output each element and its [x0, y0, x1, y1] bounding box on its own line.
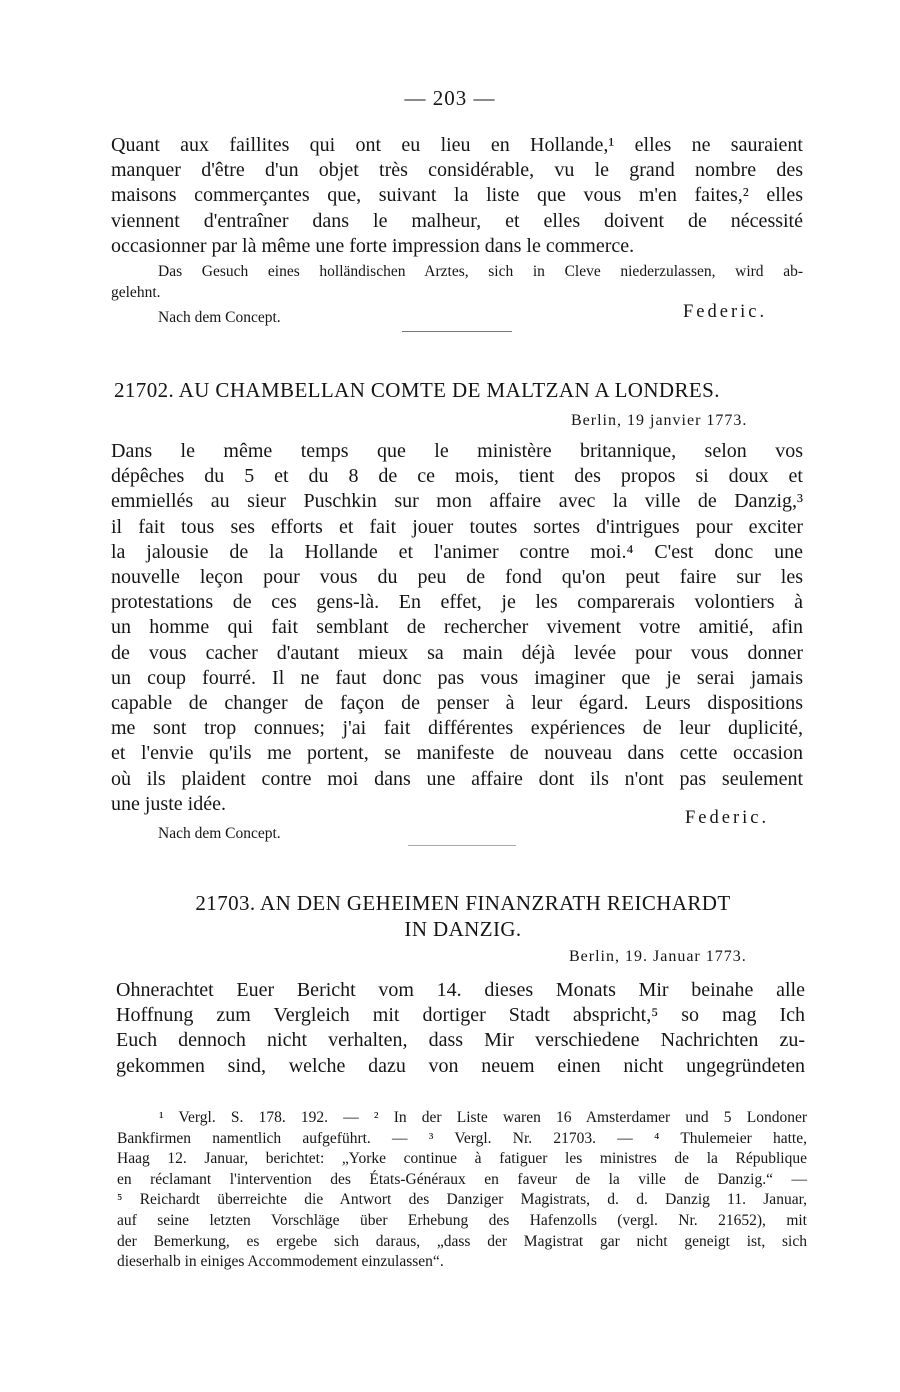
source-note: Nach dem Concept. [158, 309, 281, 326]
footnote-line: ¹ Vergl. S. 178. 192. — ² In der Liste waren 16 Amsterdamer und 5 Londoner [159, 1109, 807, 1126]
letter-heading-continued: IN DANZIG. [404, 917, 522, 941]
text-line: un homme qui fait semblant de rechercher vivement votre amitié, afin [111, 616, 803, 639]
letter-heading: 21703. AN DEN GEHEIMEN FINANZRATH REICHARDT [195, 891, 731, 915]
footnote-line: der Bemerkung, es ergebe sich daraus, „dass der Magistrat gar nicht geneigt ist, sich [117, 1232, 807, 1250]
note-line: gelehnt. [111, 284, 161, 301]
footnote-line: ⁵ Reichardt überreichte die Antwort des Danziger Magistrats, d. d. Danzig 11. Januar, [117, 1191, 807, 1209]
editorial-note [111, 261, 803, 303]
text-line: Dans le même temps que le ministère britannique, selon vos [111, 440, 803, 462]
text-line: protestations de ces gens-là. En effet, je les comparerais volontiers à [111, 591, 803, 614]
dateline: Berlin, 19 janvier 1773. [571, 412, 748, 429]
text-line: Euch dennoch nicht verhalten, dass Mir verschiedene Nachrichten zu- [116, 1029, 805, 1052]
text-line: où ils plaident contre moi dans une affaire dont ils n'ont pas seulement [111, 767, 803, 790]
text-line: la jalousie de la Hollande et l'animer contre moi.⁴ C'est donc une [111, 540, 803, 563]
section-divider [402, 331, 512, 332]
text-line: Quant aux faillites qui ont eu lieu en Hollande,¹ elles ne sauraient [111, 134, 803, 156]
page-number: — 203 — [404, 86, 496, 110]
text-line: me sont trop connues; j'ai fait différentes expériences de leur duplicité, [111, 717, 803, 740]
footnote-line: dieserhalb in einiges Accommodement einzulassen“. [117, 1253, 444, 1271]
footnote-line: auf seine letzten Vorschläge über Erhebung des Hafenzolls (vergl. Nr. 21652), mit [117, 1211, 807, 1229]
note-line: Das Gesuch eines holländischen Arztes, sich in Cleve niederzulassen, wird ab- [158, 263, 803, 280]
text-line: manquer d'être d'un objet très considérable, vu le grand nombre des [111, 159, 803, 182]
text-line: occasionner par là même une forte impression dans le commerce. [111, 234, 635, 257]
footnote-line: en réclamant l'intervention des États-Généraux en faveur de la ville de Danzig.“ — [117, 1170, 807, 1188]
letter-body [111, 439, 803, 817]
text-line: maisons commerçantes que, suivant la liste que vous m'en faites,² elles [111, 184, 803, 207]
text-line: gekommen sind, welche dazu von neuem einen nicht ungegründeten [116, 1054, 805, 1077]
footnote-line: Haag 12. Januar, berichtet: „Yorke continue à fatiguer les ministres de la République [117, 1150, 807, 1168]
section-divider [408, 845, 516, 846]
signature: Federic. [683, 302, 768, 322]
text-line: et l'envie qu'ils me portent, se manifeste de nouveau dans cette occasion [111, 742, 803, 765]
footnotes [117, 1108, 807, 1273]
text-line: une juste idée. [111, 792, 226, 815]
text-line: de vous cacher d'autant mieux sa main déjà levée pour vous donner [111, 641, 803, 664]
text-line: viennent d'entraîner dans le malheur, et elles doivent de nécessité [111, 209, 803, 232]
text-line: capable de changer de façon de penser à leur égard. Leurs dispositions [111, 692, 803, 715]
letter-heading: 21702. AU CHAMBELLAN COMTE DE MALTZAN A LONDRES. [114, 378, 720, 402]
text-line: Hoffnung zum Vergleich mit dortiger Stadt abspricht,⁵ so mag Ich [116, 1004, 805, 1027]
signature: Federic. [685, 808, 770, 828]
source-note: Nach dem Concept. [158, 825, 281, 842]
dateline: Berlin, 19. Januar 1773. [569, 948, 747, 965]
opening-paragraph [111, 133, 803, 259]
text-line: dépêches du 5 et du 8 de ce mois, tient des propos si doux et [111, 465, 803, 488]
text-line: un coup fourré. Il ne faut donc pas vous imaginer que je serai jamais [111, 666, 803, 689]
text-line: nouvelle leçon pour vous du peu de fond qu'on peut faire sur les [111, 566, 803, 589]
letter-body [116, 978, 805, 1079]
text-line: emmiellés au sieur Puschkin sur mon affaire avec la ville de Danzig,³ [111, 490, 803, 513]
footnote-line: Bankfirmen namentlich aufgeführt. — ³ Vergl. Nr. 21703. — ⁴ Thulemeier hatte, [117, 1129, 807, 1147]
text-line: il fait tous ses efforts et fait jouer toutes sortes d'intrigues pour exciter [111, 515, 803, 538]
text-line: Ohnerachtet Euer Bericht vom 14. dieses Monats Mir beinahe alle [116, 979, 805, 1001]
